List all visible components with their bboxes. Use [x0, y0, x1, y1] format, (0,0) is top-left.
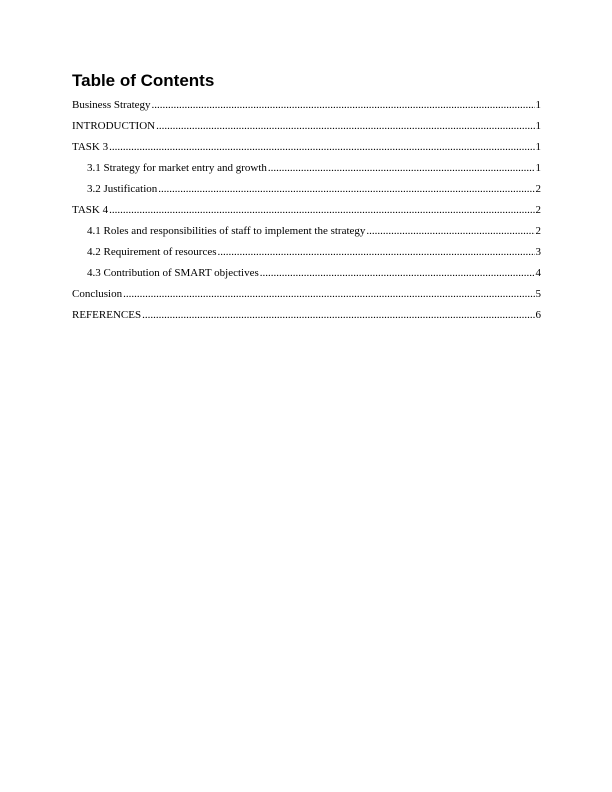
toc-title: Table of Contents: [72, 71, 215, 90]
toc-entry[interactable]: [72, 160, 541, 181]
toc-entry[interactable]: [72, 307, 541, 328]
toc-entry-label[interactable]: Business Strategy: [72, 99, 151, 111]
toc-entry[interactable]: [72, 181, 541, 202]
toc-entry-page-number[interactable]: 2: [535, 225, 541, 237]
toc-entry-page-number[interactable]: 6: [535, 309, 541, 321]
toc-entry-page-number[interactable]: 2: [535, 183, 541, 195]
toc-entry-page-number[interactable]: 1: [535, 120, 541, 132]
toc-dot-leader: [268, 160, 535, 176]
toc-entry[interactable]: [72, 223, 541, 244]
toc-entry[interactable]: [72, 265, 541, 286]
toc-entry-label[interactable]: REFERENCES: [72, 309, 142, 321]
toc-entry[interactable]: [72, 118, 541, 139]
toc-dot-leader: [156, 118, 534, 134]
toc-dot-leader: [260, 265, 535, 281]
toc-dot-leader: [158, 181, 534, 197]
toc-entry-label[interactable]: TASK 3: [72, 141, 109, 153]
toc-entry[interactable]: [72, 286, 541, 307]
toc-list: [72, 97, 541, 328]
toc-entry-label[interactable]: TASK 4: [72, 204, 109, 216]
toc-entry-page-number[interactable]: 1: [535, 99, 541, 111]
toc-dot-leader: [142, 307, 534, 323]
toc-entry-page-number[interactable]: 1: [535, 141, 541, 153]
toc-entry-label[interactable]: 3.2 Justification: [87, 183, 158, 195]
toc-entry[interactable]: [72, 202, 541, 223]
toc-entry-page-number[interactable]: 1: [535, 162, 541, 174]
toc-entry[interactable]: [72, 244, 541, 265]
toc-entry[interactable]: [72, 139, 541, 160]
toc-dot-leader: [123, 286, 534, 302]
toc-dot-leader: [109, 139, 534, 155]
toc-entry-label[interactable]: 3.1 Strategy for market entry and growth: [87, 162, 267, 174]
toc-dot-leader: [109, 202, 534, 218]
toc-dot-leader: [152, 97, 535, 113]
toc-entry-page-number[interactable]: 5: [535, 288, 541, 300]
toc-entry-page-number[interactable]: 4: [535, 267, 541, 279]
toc-dot-leader: [366, 223, 534, 239]
toc-entry-page-number[interactable]: 2: [535, 204, 541, 216]
toc-entry-label[interactable]: 4.1 Roles and responsibilities of staff to implement the strategy: [87, 225, 366, 237]
toc-entry-page-number[interactable]: 3: [535, 246, 541, 258]
toc-entry-label[interactable]: Conclusion: [72, 288, 123, 300]
toc-entry-label[interactable]: 4.2 Requirement of resources: [87, 246, 217, 258]
toc-entry-label[interactable]: 4.3 Contribution of SMART objectives: [87, 267, 259, 279]
toc-entry-label[interactable]: INTRODUCTION: [72, 120, 156, 132]
toc-dot-leader: [218, 244, 535, 260]
toc-entry[interactable]: [72, 97, 541, 118]
